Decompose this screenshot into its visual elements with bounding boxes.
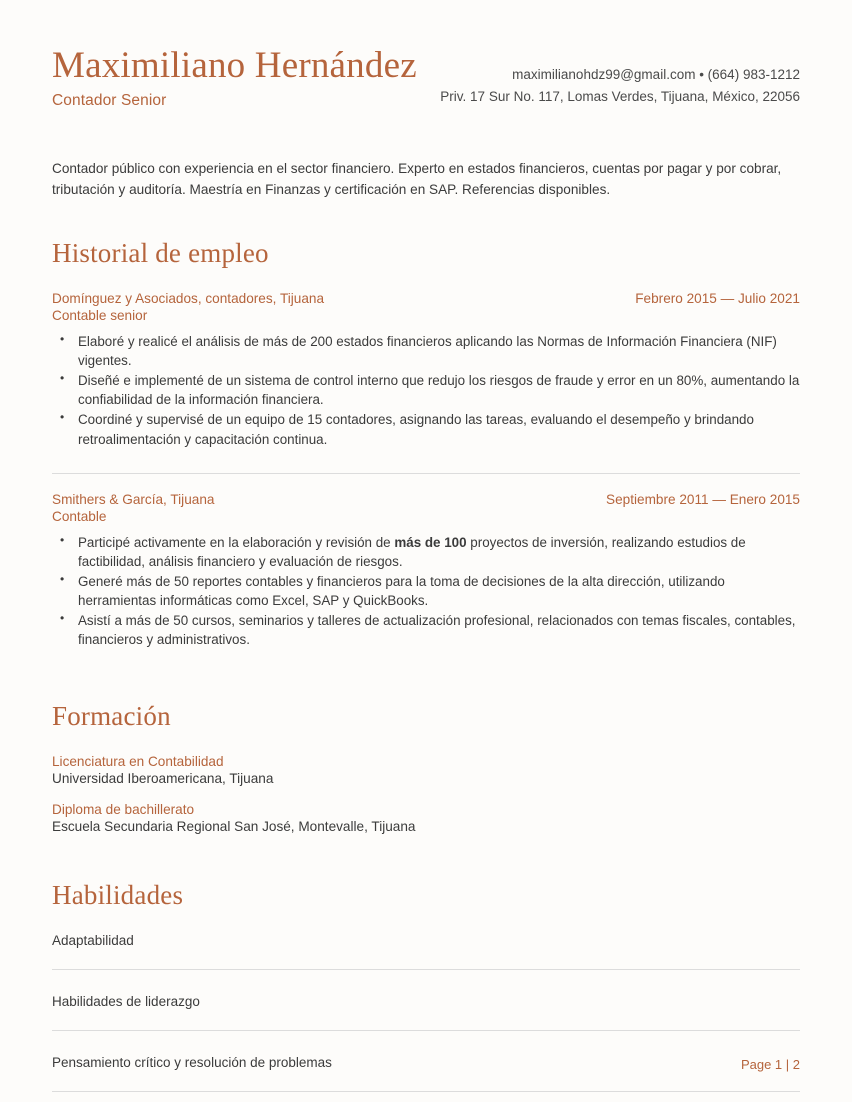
experience-bullet-list [52,332,800,448]
page-footer: Page 1 | 2 [740,1057,800,1072]
experience-bullet-list [52,533,800,649]
list-item: • Elaboré y realicé el análisis de más de 200 estados financieros aplicando las Normas de Información Financiera (NIF) vigentes. [52,332,800,370]
education-school: Universidad Iberoamericana, Tijuana [52,770,274,786]
experience-organization: Smithers & García, Tijuana [52,491,215,507]
section-skills [52,880,800,1092]
contact-address: Priv. 17 Sur No. 117, Lomas Verdes, Tijuana, México, 22056 [440,89,800,105]
experience-entry-header [52,492,800,507]
experience-entry [52,291,800,448]
section-title-education: Formación [52,700,171,731]
list-item: • Generé más de 50 reportes contables y financieros para la toma de decisiones de la alta dirección, utilizando herramientas informáticas como Excel, SAP y QuickBooks. [52,572,800,610]
skill-item: Adaptabilidad [52,933,800,970]
candidate-job-title: Contador Senior [52,92,167,110]
education-school: Escuela Secundaria Regional San José, Montevalle, Tijuana [52,818,416,834]
list-item: • Asistí a más de 50 cursos, seminarios y talleres de actualización profesional, relacionados con temas fiscales, contables, financieros y administrativos. [52,611,800,649]
list-item: • Coordiné y supervisé de un equipo de 15 contadores, asignando las tareas, evaluando el desempeño y brindando retroalimentación y capacitación continua. [52,410,800,448]
name-block [52,46,417,110]
section-education [52,701,800,834]
experience-entry [52,492,800,649]
education-item [52,754,800,786]
skill-item: Habilidades de liderazgo [52,994,800,1031]
education-item [52,802,800,834]
experience-organization: Domínguez y Asociados, contadores, Tijuana [52,291,325,307]
section-title-skills: Habilidades [52,879,184,910]
experience-role: Contable senior [52,308,148,324]
entry-divider [52,473,800,474]
resume-header [52,46,800,110]
education-degree: Licenciatura en Contabilidad [52,753,224,769]
experience-dates: Septiembre 2011 — Enero 2015 [606,491,800,507]
list-item: • Participé activamente en la elaboración y revisión de más de 100 proyectos de inversión, realizando estudios de factibilidad, análisis financiero y evaluación de riesgos. [52,533,800,571]
contact-block [417,46,800,109]
skill-item: Pensamiento crítico y resolución de problemas [52,1055,800,1092]
experience-dates: Febrero 2015 — Julio 2021 [635,291,800,307]
candidate-name: Maximiliano Hernández [52,45,417,86]
education-degree: Diploma de bachillerato [52,801,195,817]
section-title-experience: Historial de empleo [52,238,269,269]
experience-entry-header [52,291,800,306]
list-item: • Diseñé e implementé de un sistema de control interno que redujo los riesgos de fraude y error en un 80%, aumentando la confiabilidad de la información financiera. [52,371,800,409]
professional-summary: Contador público con experiencia en el sector financiero. Experto en estados financieros, cuentas por pagar y por cobrar, tributación y auditoría. Maestría en Finanzas y certificación en SAP. Referencias disponibles. [52,161,782,198]
contact-email-phone: maximilianohdz99@gmail.com • (664) 983-1212 [512,67,800,82]
experience-role: Contable [52,508,107,524]
section-experience [52,238,800,648]
